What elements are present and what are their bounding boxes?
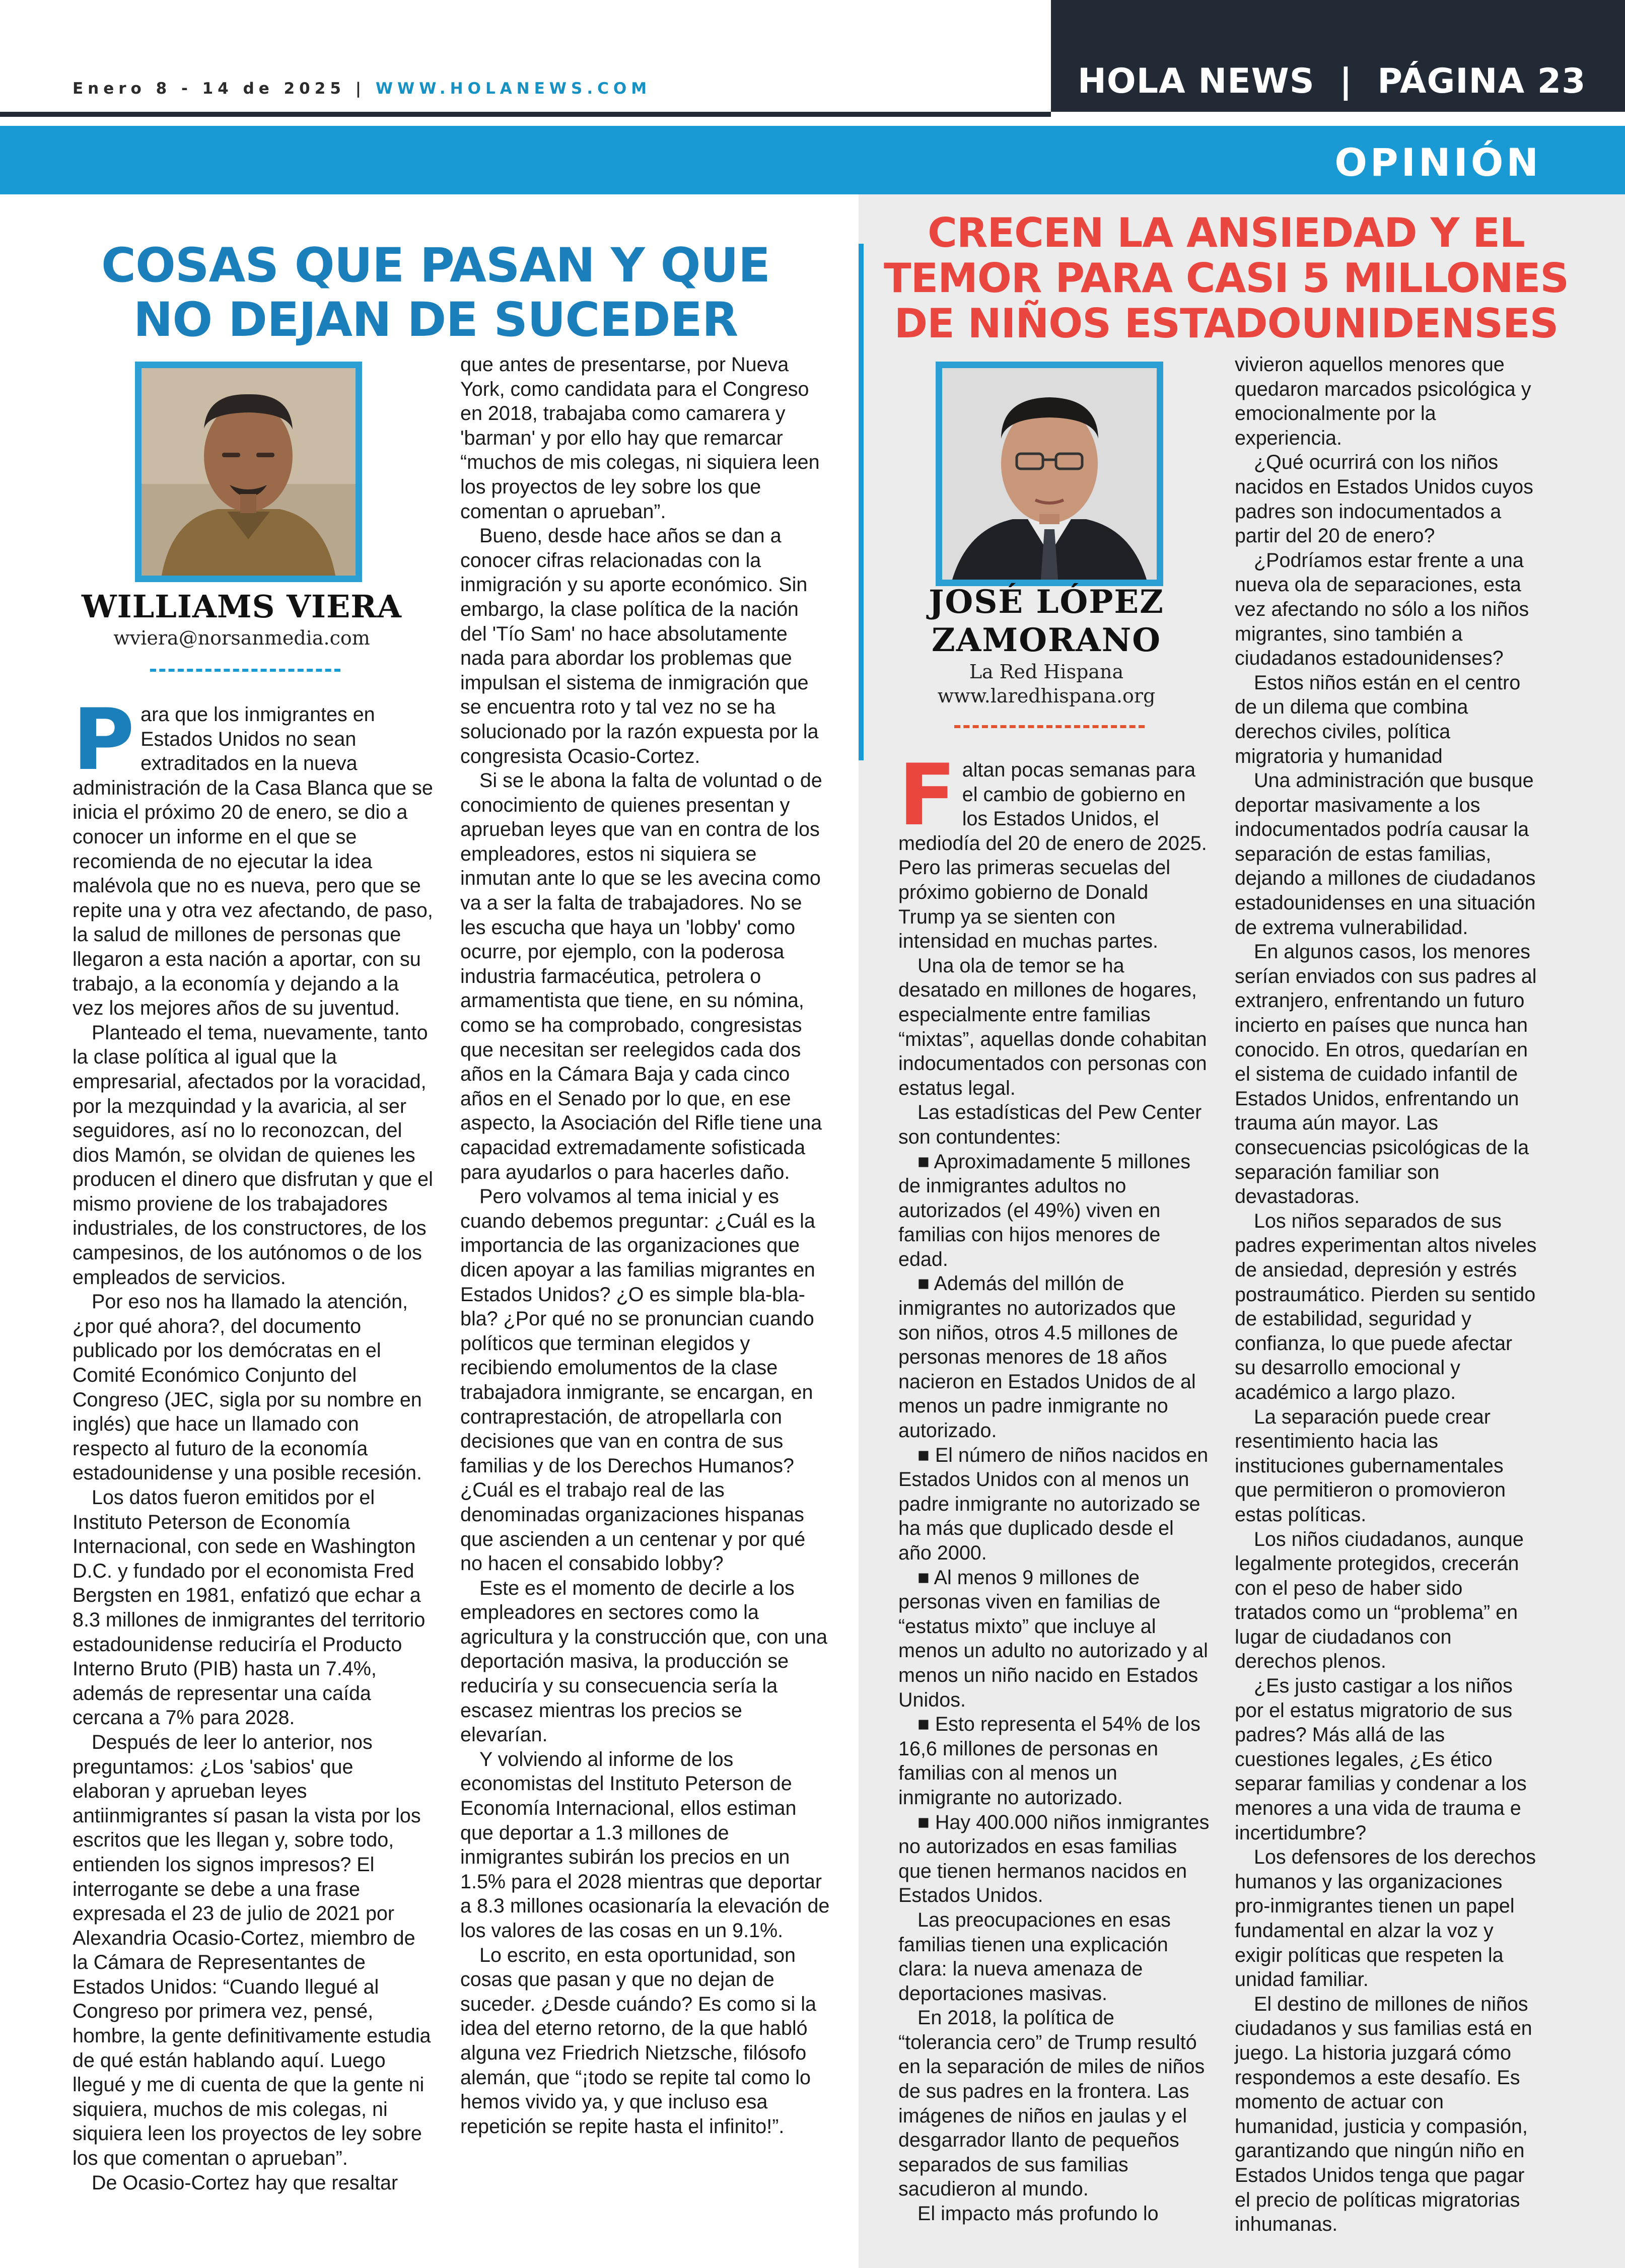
bullet-item: ■ Al menos 9 millones de personas viven en familias de “estatus mixto” que incluye al menos un adulto no autorizado y al menos un niño nacido en Estados Unidos. — [898, 1566, 1208, 1711]
issue-date: Enero 8 - 14 de 2025 — [73, 80, 345, 98]
paragraph: Planteado el tema, nuevamente, tanto la clase política al igual que la empresarial, afectados por la voracidad, por la mezquindad y la avaricia, al ser seguidores, así no lo reconozcan, del dios Mamón, se olvidan de quienes les producen el dinero que disfrutan y que el mismo proviene de los trabajadores industriales, de los constructores, de los campesinos, de los autónomos o de los empleados de servicios. — [73, 1021, 433, 1289]
paragraph: De Ocasio-Cortez hay que resaltar — [92, 2171, 398, 2194]
paragraph: que antes de presentarse, por Nueva York, como candidata para el Congreso en 2018, trabajaba como camarera y 'barman' y por ello hay que remarcar “muchos de mis colegas, ni siquiera leen los proyectos de ley sobre los que comentan o aprueban”. — [460, 353, 820, 523]
section-label: OPINIÓN — [1334, 140, 1541, 185]
paragraph: Pero volvamos al tema inicial y es cuando debemos preguntar: ¿Cuál es la importancia de las organizaciones que dicen apoyar a las familias migrantes en Estados Unidos? ¿O es simple bla-bla-bla? ¿Por qué no se pronuncian cuando políticos que terminan elegidos y recibiendo emolumentos de la clase trabajadora inmigrante, se encargan, en contraprestación, de atropellarla con decisiones que van en contra de sus familias y de los Derechos Humanos? ¿Cuál es el trabajo real de las denominadas organizaciones hispanas que ascienden a un centenar y por qué no hacen el consabido lobby? — [460, 1185, 815, 1575]
right-article-column-1 — [898, 746, 1210, 2226]
left-author-divider — [150, 669, 340, 672]
header-rule — [0, 112, 1051, 117]
paragraph: Después de leer lo anterior, nos preguntamos: ¿Los 'sabios' que elaboran y aprueban leyes antiinmigrantes sí pasan la vista por los escritos que les llegan y, sobre todo, entienden los signos impresos? El interrogante se debe a una frase expresada el 23 de julio de 2021 por Alexandria Ocasio-Cortez, miembro de la Cámara de Representantes de Estados Unidos: “Cuando llegué al Congreso por primera vez, pensé, hombre, la gente definitivamente estudia de qué están hablando aquí. Luego llegué y me di cuenta de que la gente ni siquiera, muchos de mis colegas, ni siquiera leen los proyectos de ley sobre los que comentan o aprueban”. — [73, 1731, 431, 2170]
paragraph: La separación puede crear resentimiento hacia las instituciones gubernamentales que permitieron o promovieron estas políticas. — [1235, 1405, 1506, 1526]
dateline — [73, 80, 651, 98]
bullet-item: ■ Además del millón de inmigrantes no autorizados que son niños, otros 4.5 millones de personas menores de 18 años nacieron en Estados Unidos de al menos un padre inmigrante no autorizado. — [898, 1272, 1196, 1442]
bullet-item: ■ Esto representa el 54% de los 16,6 millones de personas en familias con al menos un inmigrante no autorizado. — [898, 1713, 1200, 1809]
left-dropcap: P — [73, 690, 135, 789]
paragraph: Este es el momento de decirle a los empleadores en sectores como la agricultura y la construcción que, con una deportación masiva, la producción se reduciría y su consecuencia sería la escasez mientras los precios se elevarían. — [460, 1577, 827, 1746]
paragraph: Una ola de temor se ha desatado en millones de hogares, especialmente entre familias “mixtas”, aquellas donde cohabitan indocumentados con personas con estatus legal. — [898, 954, 1207, 1099]
paragraph: Lo escrito, en esta oportunidad, son cosas que pasan y que no dejan de suceder. ¿Desde cuándo? Es como si la idea del eterno retorno, de la que habló alguna vez Friedrich Nietzsche, filósofo alemán, que “¡todo se repite tal como lo hemos vivido ya, y que incluso esa repetición se repite hasta el infinito!”. — [460, 1944, 816, 2138]
right-dropcap: F — [898, 746, 956, 844]
bullet-item: ■ El número de niños nacidos en Estados Unidos con al menos un padre inmigrante no autorizado se ha más que duplicado desde el año 2000. — [898, 1444, 1209, 1564]
paragraph: Por eso nos ha llamado la atención, ¿por qué ahora?, del documento publicado por los demócratas en el Comité Económico Conjunto del Congreso (JEC, sigla por su nombre en inglés) que hace un llamado con respecto al futuro de la economía estadounidense y una posible recesión. — [73, 1291, 422, 1484]
right-author-website[interactable]: www.laredhispana.org — [937, 685, 1156, 707]
column-divider — [859, 244, 864, 760]
paragraph: Los niños separados de sus padres experimentan altos niveles de ansiedad, depresión y estrés postraumático. Pierden su sentido de estabilidad, seguridad y confianza, lo que puede afectar su desarrollo emocional y académico a largo plazo. — [1235, 1210, 1537, 1403]
paragraph: El destino de millones de niños ciudadanos y sus familias está en juego. La historia juzgará cómo respondemos a este desafío. Es momento de actuar con humanidad, justicia y compasión, garantizando que ningún niño en Estados Unidos tenga que pagar el precio de políticas migratorias inhumanas. — [1235, 1993, 1532, 2236]
paragraph: Los defensores de los derechos humanos y las organizaciones pro-inmigrantes tienen un papel fundamental en alzar la voz y exigir políticas que respeten la unidad familiar. — [1235, 1846, 1536, 1991]
right-author-name-line-2: ZAMORANO — [931, 621, 1162, 659]
bullet-item: ■ Hay 400.000 niños inmigrantes no autorizados en esas familias que tienen hermanos nacidos en Estados Unidos. — [898, 1811, 1210, 1907]
bullet-item: ■ Aproximadamente 5 millones de inmigrantes adultos no autorizados (el 49%) viven en familias con hijos menores de edad. — [898, 1150, 1191, 1270]
author-photo — [135, 362, 362, 582]
paragraph: Y volviendo al informe de los economistas del Instituto Peterson de Economía Internacional, ellos estiman que deportar a 1.3 millones de inmigrantes subirán los precios en un 1.5% para el 2028 mientras que deportar a 8.3 millones ocasionaría la elevación de los valores de las cosas en un 9.1%. — [460, 1748, 830, 1942]
paragraph: Las estadísticas del Pew Center son contundentes: — [898, 1101, 1202, 1148]
paragraph: El impacto más profundo lo — [917, 2203, 1159, 2225]
right-author-divider — [954, 725, 1145, 728]
paragraph: Las preocupaciones en esas familias tienen una explicación clara: la nueva amenaza de deportaciones masivas. — [898, 1908, 1171, 2005]
right-author-affiliation: La Red Hispana — [969, 661, 1124, 683]
paragraph: ¿Podríamos estar frente a una nueva ola de separaciones, esta vez afectando no sólo a los niños migrantes, sino también a ciudadanos estadounidenses? — [1235, 549, 1529, 670]
left-article-headline: COSAS QUE PASAN Y QUE NO DEJAN DE SUCEDER — [101, 238, 770, 347]
paragraph: Si se le abona la falta de voluntad o de conocimiento de quienes presentan y aprueban leyes que van en contra de los empleadores, estos ni siquiera se inmutan ante lo que se les avecina como va a ser la falta de trabajadores. No se les escucha que haya un 'lobby' como ocurre, por ejemplo, con la poderosa industria farmacéutica, petrolera o armamentista que tiene, en su nómina, como se ha comprobado, congresistas que necesitan ser reelegidos cada dos años en la Cámara Baja y cada cinco años en el Senado por lo que, en ese aspecto, la Asociación del Rifle tiene una capacidad extremadamente sofisticada para ayudarlos o para hacerles daño. — [460, 769, 822, 1183]
paragraph: Los niños ciudadanos, aunque legalmente protegidos, crecerán con el peso de haber sido tratados como un “problema” en lugar de ciudadanos con derechos plenos. — [1235, 1528, 1524, 1673]
website-link[interactable]: WWW.HOLANEWS.COM — [375, 80, 652, 98]
page-title: HOLA NEWS | PÁGINA 23 — [1078, 61, 1586, 101]
paragraph: vivieron aquellos menores que quedaron marcados psicológica y emocionalmente por la experiencia. — [1235, 353, 1531, 449]
left-article-column-2 — [460, 352, 830, 2139]
dateline-separator: | — [355, 80, 366, 98]
paragraph: ¿Es justo castigar a los niños por el estatus migratorio de sus padres? Más allá de las cuestiones legales, ¿Es ético separar familias y condenar a los menores a una vida de trauma e incertidumbre? — [1235, 1675, 1527, 1844]
author-photo — [936, 362, 1163, 586]
left-author-email[interactable]: wviera@norsanmedia.com — [113, 627, 370, 649]
right-article-headline: CRECEN LA ANSIEDAD Y EL TEMOR PARA CASI 5 MILLONES DE NIÑOS ESTADOUNIDENSES — [884, 209, 1569, 347]
left-author-name: WILLIAMS VIERA — [82, 588, 402, 625]
paragraph: Una administración que busque deportar masivamente a los indocumentados podría causar la separación de estas familias, dejando a millones de ciudadanos estadounidenses en una situación de extrema vulnerabilidad. — [1235, 769, 1536, 939]
paragraph: Bueno, desde hace años se dan a conocer cifras relacionadas con la inmigración y su aporte económico. Sin embargo, la clase política de la nación del 'Tío Sam' no hace absolutamente nada para abordar los problemas que impulsan el sistema de inmigración que se encuentra roto y tal vez no se ha solucionado por la razón expuesta por la congresista Ocasio-Cortez. — [460, 525, 819, 767]
paragraph: altan pocas semanas para el cambio de gobierno en los Estados Unidos, el mediodía del 20 de enero de 2025. Pero las primeras secuelas del próximo gobierno de Donald Trump ya se sienten con intensidad en muchas partes. — [898, 759, 1207, 953]
left-article-column-1 — [73, 690, 435, 2195]
paragraph: En algunos casos, los menores serían enviados con sus padres al extranjero, enfrentando un futuro incierto en países que nunca han conocido. En otros, quedarían en el sistema de cuidado infantil de Estados Unidos, enfrentando un trauma aún mayor. Las consecuencias psicológicas de la separación familiar son devastadoras. — [1235, 941, 1537, 1208]
paragraph: ¿Qué ocurrirá con los niños nacidos en Estados Unidos cuyos padres son indocumentados a partir del 20 de enero? — [1235, 451, 1533, 547]
right-author-name — [885, 583, 1208, 660]
author-portrait — [942, 368, 1157, 580]
paragraph: Los datos fueron emitidos por el Instituto Peterson de Economía Internacional, con sede en Washington D.C. y fundado por el economista Fred Bergsten en 1981, enfatizó que echar a 8.3 millones de inmigrantes del territorio estadounidense reduciría el Producto Interno Bruto (PIB) hasta un 7.4%, además de representar una caída cercana a 7% para 2028. — [73, 1486, 426, 1729]
right-article-column-2 — [1235, 352, 1537, 2237]
paragraph: ara que los inmigrantes en Estados Unidos no sean extraditados en la nueva administración de la Casa Blanca que se inicia el próximo 20 de enero, se dio a conocer un informe en el que se recomienda de no ejecutar la idea malévola que no es nueva, pero que se repite una y otra vez afectando, de paso, la salud de millones de personas que llegaron a esta nación a aportar, con su trabajo, a la economía y dejando a la vez los mejores años de su juventud. — [73, 703, 433, 1020]
paragraph: Estos niños están en el centro de un dilema que combina derechos civiles, política migratoria y humanidad — [1235, 671, 1521, 767]
paragraph: En 2018, la política de “tolerancia cero” de Trump resultó en la separación de miles de niños de sus padres en la frontera. Las imágenes de niños en jaulas y el desgarrador llanto de pequeños separados de sus familias sacudieron al mundo. — [898, 2007, 1205, 2201]
author-portrait — [142, 368, 356, 576]
right-author-name-line-1: JOSÉ LÓPEZ — [929, 583, 1164, 621]
